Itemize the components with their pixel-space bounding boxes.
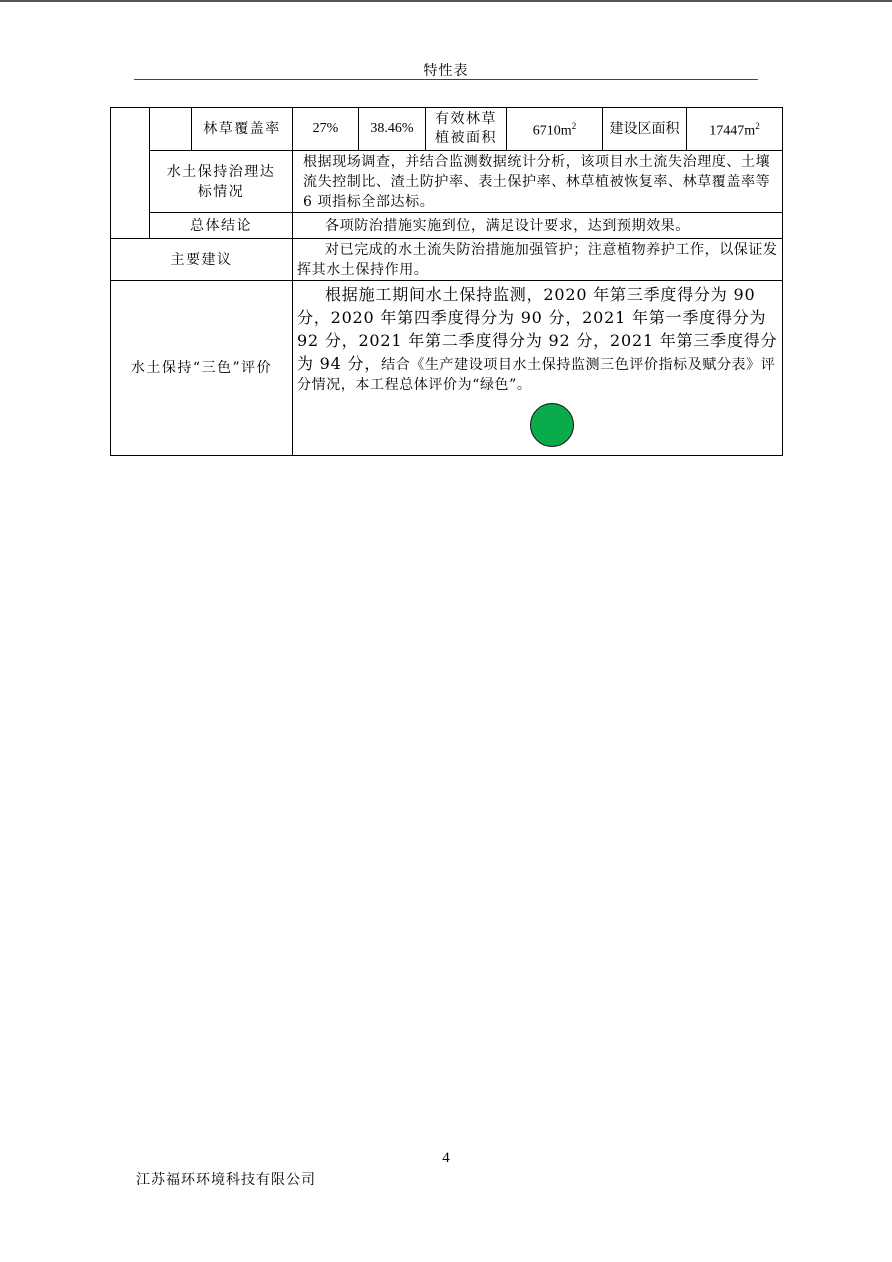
overall-conclusion-text: 各项防治措施实施到位，满足设计要求，达到预期效果。 bbox=[293, 213, 783, 239]
design-target-value: 27% bbox=[293, 108, 359, 151]
evaluation-conclusion-text: 结合《生产建设项目水土保持监测三色评价指标及赋分表》评分情况，本工程总体评价为“绿色”。 bbox=[297, 357, 776, 393]
compliance-status-text: 根据现场调查，并结合监测数据统计分析，该项目水土流失治理度、土壤流失控制比、渣土防护率、表土保护率、林草植被恢复率、林草覆盖率等 6 项指标全部达标。 bbox=[293, 151, 783, 213]
table-cell-blank bbox=[111, 108, 150, 239]
construction-area-label: 建设区面积 bbox=[603, 108, 687, 151]
page-number: 4 bbox=[442, 1150, 450, 1166]
three-color-evaluation-cell bbox=[293, 281, 783, 456]
main-suggestion-text: 对已完成的水土流失防治措施加强管护；注意植物养护工作，以保证发挥其水土保持作用。 bbox=[293, 239, 783, 281]
main-suggestion-label: 主要建议 bbox=[111, 239, 293, 281]
forest-grass-coverage-label: 林草覆盖率 bbox=[192, 108, 293, 151]
construction-area-value bbox=[687, 108, 783, 151]
table-row bbox=[111, 213, 783, 239]
characteristics-table bbox=[110, 107, 783, 456]
indicator-wrapper bbox=[297, 395, 778, 455]
green-rating-circle-icon bbox=[530, 403, 574, 447]
table-row bbox=[111, 239, 783, 281]
header-divider bbox=[134, 79, 758, 80]
effective-vegetation-area-value bbox=[507, 108, 603, 151]
construction-area-exponent: 2 bbox=[755, 121, 760, 132]
table-row bbox=[111, 281, 783, 456]
effective-area-exponent: 2 bbox=[571, 121, 577, 132]
table-cell-blank bbox=[150, 108, 192, 151]
effective-vegetation-area-label: 有效林草植被面积 bbox=[426, 108, 507, 151]
company-name: 江苏福环环境科技有限公司 bbox=[136, 1172, 316, 1188]
three-color-evaluation-label: 水土保持“三色”评价 bbox=[111, 281, 293, 456]
effective-area-number: 6710m bbox=[532, 123, 572, 139]
construction-area-number: 17447m bbox=[709, 123, 756, 139]
top-border-line bbox=[0, 0, 892, 2]
achieved-value: 38.46% bbox=[359, 108, 426, 151]
page-header-title: 特性表 bbox=[423, 63, 469, 79]
table-row bbox=[111, 108, 783, 151]
table-row bbox=[111, 151, 783, 213]
overall-conclusion-label: 总体结论 bbox=[150, 213, 293, 239]
compliance-status-label: 水土保持治理达标情况 bbox=[150, 151, 293, 213]
evaluation-scores-text: 根据施工期间水土保持监测，2020 年第三季度得分为 90 分，2020 年第四季度得分为 90 分，2021 年第一季度得分为 92 分，2021 年第二季度得分为 92 分，2021 年第三季度得分为 94 分， bbox=[297, 285, 778, 373]
